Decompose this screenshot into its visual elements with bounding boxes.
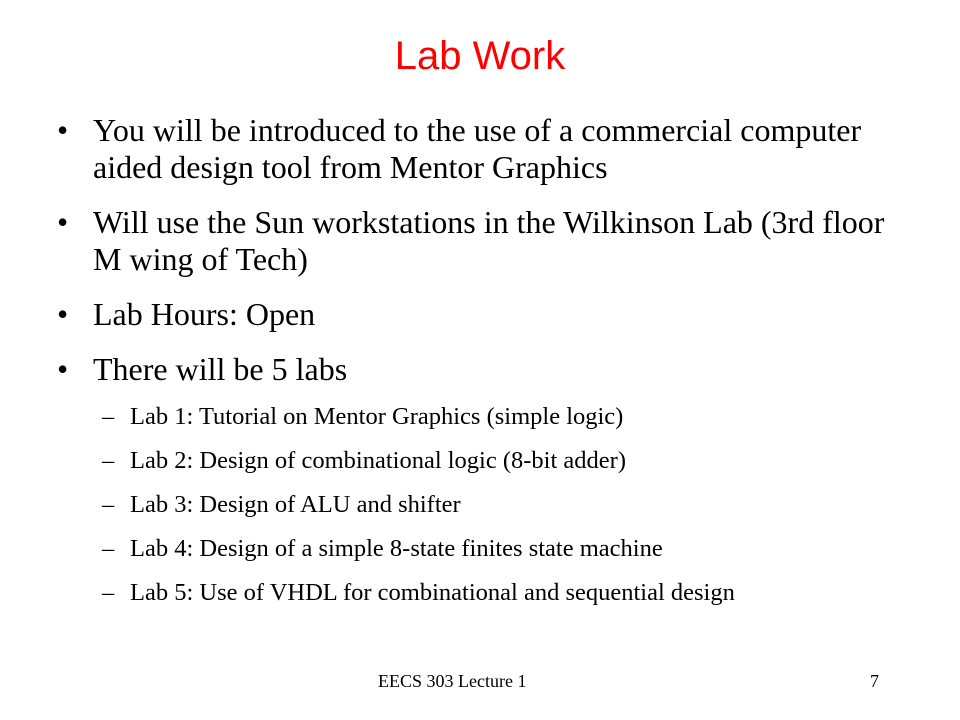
dash-icon: –	[102, 579, 115, 606]
sub-bullet-text: Lab 3: Design of ALU and shifter	[130, 491, 461, 518]
bullet-text: Lab Hours: Open	[93, 296, 316, 332]
footer-course-label: EECS 303 Lecture 1	[378, 671, 527, 691]
sub-bullet-text: Lab 5: Use of VHDL for combinational and sequential design	[130, 579, 735, 606]
bullet-dot-icon: •	[57, 351, 69, 387]
sub-bullet-item	[0, 446, 960, 476]
bullet-item	[0, 112, 960, 186]
dash-icon: –	[102, 491, 115, 518]
bullet-text: Will use the Sun workstations in the Wilkinson Lab (3rd floor M wing of Tech)	[93, 204, 885, 277]
sub-bullet-text: Lab 4: Design of a simple 8-state finites state machine	[130, 535, 663, 562]
sub-bullet-item	[0, 534, 960, 564]
dash-icon: –	[102, 447, 115, 474]
dash-icon: –	[102, 403, 115, 430]
bullet-item	[0, 351, 960, 388]
sub-bullet-item	[0, 402, 960, 432]
sub-bullet-text: Lab 2: Design of combinational logic (8-bit adder)	[130, 447, 626, 474]
bullet-dot-icon: •	[57, 204, 69, 240]
sub-bullet-text: Lab 1: Tutorial on Mentor Graphics (simple logic)	[130, 403, 624, 430]
dash-icon: –	[102, 535, 115, 562]
bullet-dot-icon: •	[57, 296, 69, 332]
bullet-text: You will be introduced to the use of a commercial computer aided design tool from Mentor Graphics	[93, 112, 862, 185]
bullet-dot-icon: •	[57, 112, 69, 148]
bullet-text: There will be 5 labs	[93, 351, 348, 387]
sub-bullet-item	[0, 578, 960, 608]
sub-bullet-item	[0, 490, 960, 520]
page-number: 7	[870, 671, 879, 691]
bullet-item	[0, 296, 960, 333]
bullet-item	[0, 204, 960, 278]
slide-title: Lab Work	[394, 34, 566, 78]
bullet-list	[0, 112, 960, 622]
